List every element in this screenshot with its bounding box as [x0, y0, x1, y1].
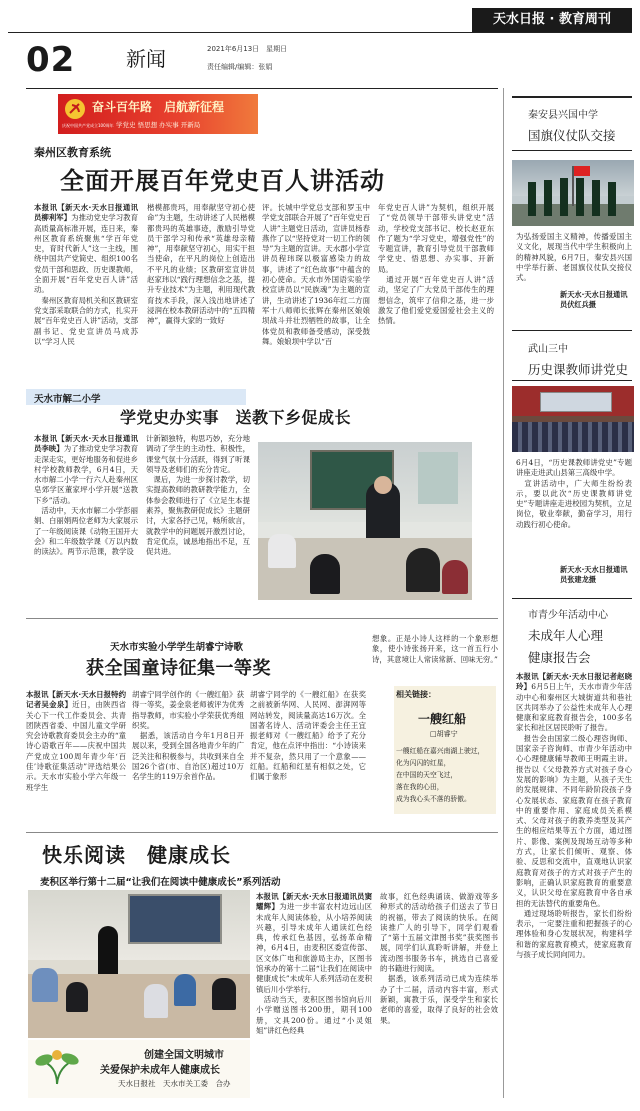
s2-caption: 6月4日，“历史课教师讲党史”专题讲座走进武山县第三高级中学。 宣讲活动中，广大师生纷纷表示，要以此次“历史课教师讲党史”专题讲座走进校园为契机，立足岗位，敬业奉献，勤奋学习，用行动践行初心使命。: [516, 458, 632, 529]
s3-lead: 本报讯【新天水·天水日报记者赵晓玲】: [516, 672, 632, 692]
article4-top-rule: [26, 832, 498, 833]
article2-col1-text: 为了推动党史学习教育走深走实，更好地服务和促进乡村学校教师教学，6月4日，天水市解二小学一行六人赴秦州区皂郊学区董家坪小学开展“送教下乡”活动。 活动中，天水市解二小学彭丽娟、白丽娟两位老师为大家展示了一年级阅读课《动物王国开大会》和二年级数学课《万以内数的读法》。两节示范课，教学设: [34, 444, 138, 557]
s2-photo: [512, 386, 634, 452]
article3-col3: 胡睿宁同学的《一艘红船》在获奖之前被新华网、人民网、澎湃网等网站转发，阅读量高达16万次。全国著名诗人、活动评委会主任王宜振老师对《一艘红船》给予了充分肯定，他在点评中指出：“小诗读来并不复杂，然只用了一个意象——红船。红船和红星有相似之处，它们属于象形: [250, 690, 366, 782]
masthead-line: [8, 32, 632, 33]
s1-org: 秦安县兴国中学: [528, 110, 598, 121]
article2-photo: [258, 442, 472, 600]
sidebar-rule-top: [512, 96, 632, 98]
s3-title1: 未成年人心理: [528, 628, 604, 643]
masthead-title: 天水日报 · 教育周刊: [493, 12, 611, 27]
s1-title: 国旗仪仗队交接: [528, 128, 616, 143]
s2-title: 历史课教师讲党史: [528, 362, 629, 377]
ad-line2: 关爱保护未成年人健康成长: [100, 1065, 220, 1076]
article2-col1: [34, 434, 138, 612]
article2-col2: 计新颖独特，构思巧妙，充分地调动了学生的主动性、积极性，课堂气氛十分活跃，得到了听课领导及老师们的充分肯定。 课后，为进一步探讨教学，切实提高教师的教研教学能力，全体参会教师进行了《立足生本提素养，聚焦教研促成长》主题研讨，大家各抒己见，畅所欲言，就教学中的问题展开激烈讨论，肯定优点，诚恳地指出不足，互促共进。: [146, 434, 250, 557]
poem-line: 在中国的天空飞过，: [396, 771, 458, 779]
article3-lead: 本报讯【新天水·天水日报特约记者吴金泉】: [26, 690, 126, 710]
editor-line: 责任编辑/编辑：张娟: [207, 63, 273, 71]
article2-kicker: 天水市解二小学: [34, 394, 101, 405]
poem-author: □胡睿宁: [430, 730, 458, 738]
s3-body: [516, 672, 632, 1098]
article3-title: 获全国童诗征集一等奖: [86, 658, 271, 679]
article3-kicker: 天水市实验小学学生胡睿宁诗歌: [110, 642, 244, 653]
poem-line: 一艘红船在嘉兴南湖上驶过，: [396, 747, 485, 755]
s3-body-text: 6月5日上午，天水市青少年活动中心和秦州区大城街道共和巷社区共同举办了公益性未成年人心理健康和家庭教育报告会，100多名家长和社区居民聆听了报告。 报告会由国家二级心理咨询师、国家亲子咨询师、市青少年活动中心心理健康辅导教师王明霞主讲。报告以《父母教养方式对孩子身心发展的影响》为主题，从孩子天生的发展规律、不同年龄阶段孩子身心发展状态、家庭教育在孩子教育中的重要作用、家庭成员关系模式、父母对孩子的教养类型及其产生的相应结果等五个方面，通过图片、影像、案例及现场互动等多种方式，让家长们倾听、观察、体验、反思和交流中，直观地认识家庭教育对孩子的方式对孩子产生的影响，正确认识家庭教育的重要意义，认识父母在家庭教育中各自承担的无法替代的重要角色。 通过现场聆听报告，家长们纷纷表示，一定要注重和把握孩子的心理体验和身心发展状况，构建科学和谐的家庭教育模式，使家庭教育与孩子成长同向同力。: [516, 682, 632, 960]
article3-col1: [26, 690, 126, 830]
s1-photo: [512, 160, 634, 226]
article1-col3: 评。长城中学党总支部和罗玉中学党支部联合开展了“百年党史百人讲”主题党日活动，宣讲员杨春燕作了以“坚持党对一切工作的领导”为主题的宣讲。天水郡小学宣讲员程玮琛以极富感染力的故事，讲述了“红色故事”中蕴含的初心使命。天水市外国语实验学校宣讲员以“民族魂”为主题的宣讲，生动讲述了1936年红二方面军十八师师长张辉在秦州区娘娘坝战斗并壮烈牺牲的故事，让全体党员和教师备受感动，深受鼓舞。娘娘坝中学以“百: [262, 203, 370, 346]
article4-col2: 故事，红色经典诵读、做游戏等多种形式的活动给孩子们送去了节日的祝福，带去了阅读的快乐。在阅读推广人的引导下，同学们观看了“第十五届文津图书奖”获奖图书展，同学们认真聆听讲解，并登上流动图书服务书车，挑选自己喜爱的书籍进行阅读。 据悉，该系列活动已成为连续举办了十二届，活动内容丰富，形式新颖，寓教于乐，深受学生和家长老师的喜爱，取得了良好的社会效果。: [380, 892, 498, 1025]
banner-slogan: 奋斗百年路 启航新征程: [92, 100, 225, 114]
party-emblem-icon: [64, 98, 86, 120]
issue-date: 2021年6月13日 星期日: [207, 45, 288, 53]
section-title: 新闻: [126, 47, 166, 71]
s1-caption: 为弘扬爱国主义精神，传播爱国主义文化，展现当代中学生积极向上的精神风貌，6月7日，秦安县兴国中学举行新、老国旗仪仗队交接仪式。: [516, 232, 632, 283]
article3-col2: 胡睿宁同学创作的《一艘红船》获得一等奖，姜金泉老师被评为优秀指导教师，市实验小学荣获优秀组织奖。 据悉，该活动自今年1月8日开展以来，受到全国各地青少年的广泛关注和积极参与，共收到来自全国26个省(市、自治区)超过10万名学生的119万余首作品。: [132, 690, 244, 782]
s1-credit: 新天水·天水日报通讯员伏红兵摄: [560, 290, 628, 309]
poem-line: 落在我的心田，: [396, 783, 444, 791]
article2-lead: 本报讯【新天水·天水日报通讯员李映】: [34, 434, 138, 454]
s2-org: 武山三中: [528, 344, 568, 355]
poem-title: 一艘红船: [418, 712, 467, 726]
poem-line: 化为闪闪的红星，: [396, 759, 451, 767]
flower-icon: [32, 1046, 82, 1086]
article4-photo: [28, 890, 250, 1038]
sidebar-rule-3: [512, 598, 632, 599]
ad-line1: 创建全国文明城市: [144, 1050, 224, 1061]
article4-lead: 本报讯【新天水·天水日报通讯员窦耀辉】: [256, 892, 372, 912]
article4-col1-text: 为进一步丰富农村边远山区未成年人阅读体验，从小培养阅读兴趣，引导未成年人通读红色经典，传承红色基因，弘扬革命精神，6月4日，由麦积区委宣传部、区文体广电和旅游局主办，区图书馆承办的第十二届“让我们在阅读中健康成长”未成年人系列活动在麦积镇后川小学举行。 活动当天，麦积区图书馆向后川小学赠送图书200册，期刊100册，文具200份。通过“小灵姐姐”讲红色经典: [256, 902, 372, 1035]
article1-lead: 本报讯【新天水·天水日报通讯员柳利军】: [34, 203, 138, 223]
header-rule: [26, 88, 498, 89]
ad-sponsor: 天水日报社 天水市关工委 合办: [118, 1079, 231, 1088]
article2-title: 学党史办实事 送教下乡促成长: [120, 408, 352, 427]
article4-col1: [256, 892, 372, 1098]
article1-col1: [34, 203, 138, 373]
article3-col4: 想象。正是小诗人这样的一个象形想象，使小诗张扬开来，这一首五行小诗，其意境让人常读常新、回味无穷。”: [372, 634, 498, 664]
article4-title: 快乐阅读 健康成长: [42, 843, 231, 867]
article1-col1-text: 为推动党史学习教育高质量高标准开展，连日来，秦州区教育系统聚焦“学百年党史，育时代新人”这一主线，围绕中国共产党简史、组织100名党员干部和思政、历史课教师，全面开展“百年党史百人讲”活动。 秦州区教育局机关和区教研室党支部采取联合的方式，扎实开展“百年党史百人讲”活动，支部副书记、党史宣讲员马成苏以“学习人民: [34, 213, 138, 346]
related-label: 相关链接：: [396, 690, 436, 699]
banner-sub: 学党史 悟思想 办实事 开新局: [116, 121, 201, 129]
article1-title: 全面开展百年党史百人讲活动: [60, 166, 385, 195]
party-banner: [58, 94, 258, 134]
article1-kicker: 秦州区教育系统: [34, 146, 111, 159]
sidebar-rule-2: [512, 330, 632, 331]
banner-small: 庆祝中国共产党成立100周年: [62, 123, 114, 128]
poem-body: [396, 745, 498, 805]
s2-rule: [512, 380, 632, 381]
article4-subtitle: 麦积区举行第十二届“让我们在阅读中健康成长”系列活动: [40, 877, 281, 888]
s2-credit: 新天水·天水日报通讯员张建龙摄: [560, 565, 628, 584]
s1-rule: [512, 150, 632, 151]
poem-line: 成为我心头不落的骄傲。: [396, 795, 471, 803]
article1-col2: 楷模都贵玛，用奉献坚守初心使命”为主题，生动讲述了人民楷模都贵玛的英雄事迹，激励引导党员干部学习和传承“英雄母亲精神”，用奉献坚守初心，用实干担当使命，在平凡的岗位上创造出不平凡的业绩；区教研室宣讲员赵家玮以“践行理想信念之基，提升专业技术”为主题，利用现代教育技术手段，深入浅出地讲述了浸润在校本教研活动中的“五四精神”，赢得大家的一致好: [147, 203, 255, 326]
page-number: 02: [26, 40, 76, 80]
article3-top-rule: [26, 618, 498, 619]
s3-title2: 健康报告会: [528, 650, 591, 665]
article3-col1-text: 近日，由陕西省关心下一代工作委员会、共青团陕西省委、中国儿童文学研究会诗歌教育委员会主办的“童诗心语歌百年——庆祝中国共产党成立100周年青少年‘百佳’诗歌征集活动”评选结果公示。天水市实验小学六年级一班学生: [26, 700, 126, 792]
s3-org: 市青少年活动中心: [528, 610, 608, 621]
sidebar-divider: [503, 88, 504, 1098]
article1-col4: 年党史百人讲”为契机，组织开展了“党员领导干部带头讲党史”活动，学校党支部书记、校长赵亚东作了题为“学习党史，增强党性”的专题宣讲，教育引导党员干部教师学党史、悟思想、办实事、开新局。 通过开展“百年党史百人讲”活动，坚定了广大党员干部传生的理想信念，筑牢了信仰之基，进一步激发了他们爱党爱国爱社会主义的热情。: [378, 203, 494, 326]
